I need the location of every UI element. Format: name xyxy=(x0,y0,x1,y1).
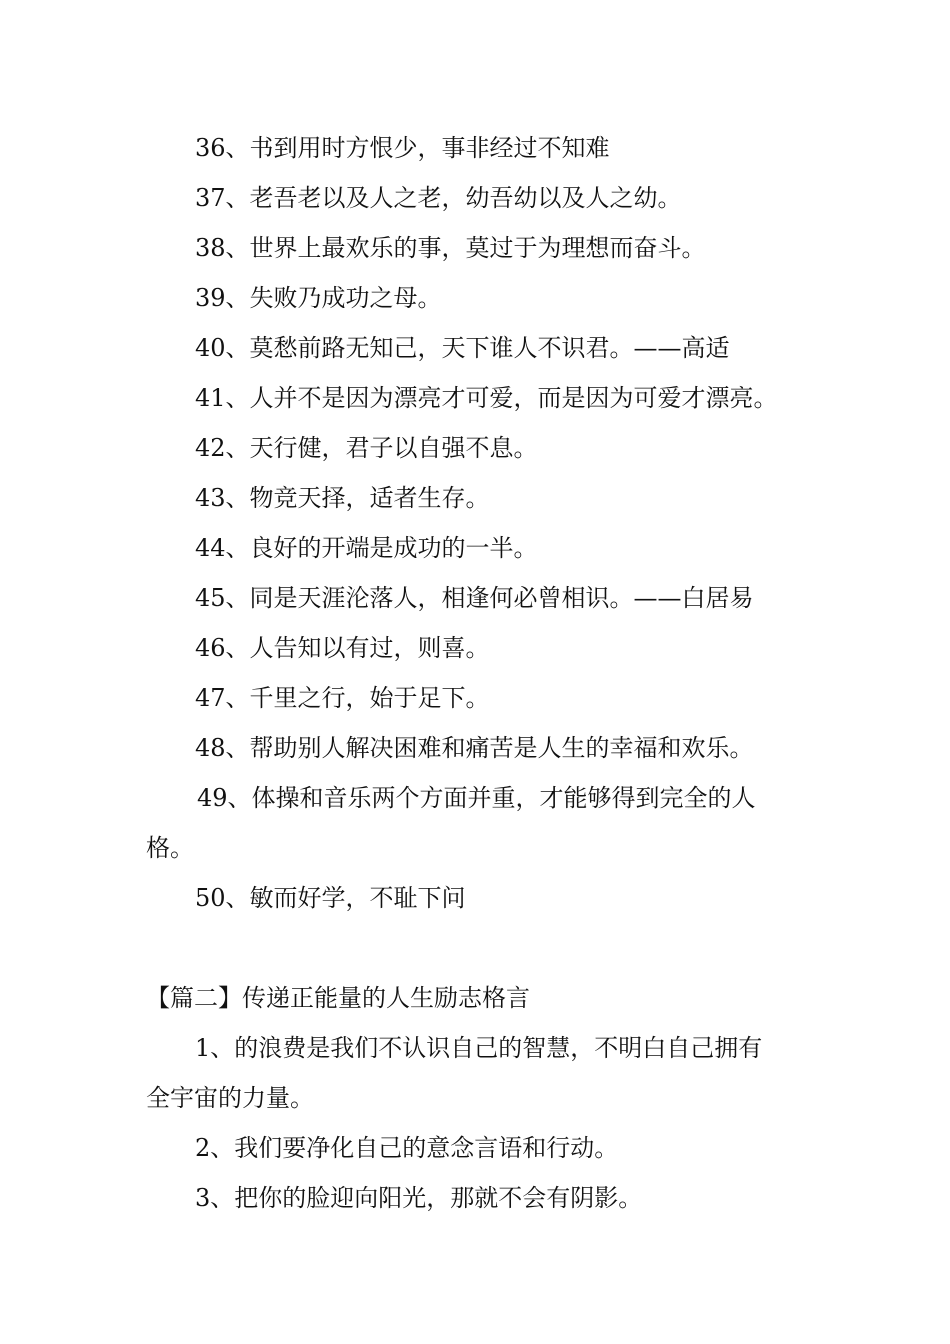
quote-41: 41、人并不是因为漂亮才可爱，而是因为可爱才漂亮。 xyxy=(195,384,778,412)
quote-43: 43、物竞天择，适者生存。 xyxy=(195,484,490,512)
quote-50: 50、敏而好学，不耻下问 xyxy=(195,884,466,912)
section-quote-3: 3、把你的脸迎向阳光，那就不会有阴影。 xyxy=(195,1184,643,1212)
quote-47: 47、千里之行，始于足下。 xyxy=(195,684,490,712)
quote-48: 48、帮助别人解决困难和痛苦是人生的幸福和欢乐。 xyxy=(195,734,754,762)
quote-38: 38、世界上最欢乐的事，莫过于为理想而奋斗。 xyxy=(195,234,706,262)
quote-49-continued: 格。 xyxy=(146,834,194,862)
section-quote-2: 2、我们要净化自己的意念言语和行动。 xyxy=(195,1134,619,1162)
quote-49: 49、体操和音乐两个方面并重，才能够得到完全的人 xyxy=(197,784,756,812)
quote-40: 40、莫愁前路无知己，天下谁人不识君。——高适 xyxy=(195,334,730,362)
section-quote-1-continued: 全宇宙的力量。 xyxy=(146,1084,314,1112)
quote-46: 46、人告知以有过，则喜。 xyxy=(195,634,490,662)
quote-44: 44、良好的开端是成功的一半。 xyxy=(195,534,538,562)
quote-42: 42、天行健，君子以自强不息。 xyxy=(195,434,538,462)
quote-36: 36、书到用时方恨少，事非经过不知难 xyxy=(195,134,610,162)
section-title: 【篇二】传递正能量的人生励志格言 xyxy=(146,984,530,1012)
quote-45: 45、同是天涯沦落人，相逢何必曾相识。——白居易 xyxy=(195,584,754,612)
section-quote-1: 1、的浪费是我们不认识自己的智慧，不明白自己拥有 xyxy=(195,1034,763,1062)
quote-39: 39、失败乃成功之母。 xyxy=(195,284,442,312)
quote-37: 37、老吾老以及人之老，幼吾幼以及人之幼。 xyxy=(195,184,682,212)
